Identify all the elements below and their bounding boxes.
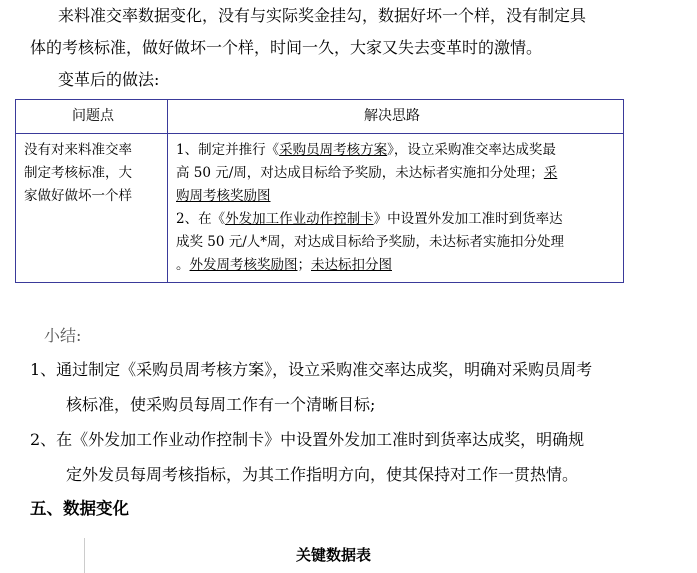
- solution-line-6: [176, 254, 392, 277]
- solution-text: 2、在《: [176, 211, 226, 227]
- change-table: [15, 99, 624, 283]
- table-title: 关键数据表: [296, 546, 372, 564]
- link-purchase-reward-chart[interactable]: 购周考核奖励图: [176, 188, 271, 204]
- solution-text: 》，设立采购准交率达成奖最: [387, 142, 556, 158]
- link-outsourcing-control-card[interactable]: 外发加工作业动作控制卡: [225, 211, 374, 227]
- summary-title: 小结:: [44, 326, 82, 345]
- solution-line-3: [176, 185, 271, 208]
- after-change-label: 变革后的做法:: [58, 70, 160, 89]
- problem-line-3: 家做好做坏一个样: [24, 188, 132, 204]
- summary-item-2-line-2: 定外发员每周考核指标，为其工作指明方向，使其保持对工作一贯热情。: [66, 465, 579, 484]
- solution-line-2: [176, 162, 557, 185]
- solution-text: 。: [176, 257, 190, 273]
- summary-item-1-line-1: 1、通过制定《采购员周考核方案》，设立采购准交率达成奖，明确对采购员周考: [30, 360, 593, 379]
- solution-line-1: [176, 139, 556, 162]
- link-penalty-chart[interactable]: 未达标扣分图: [311, 257, 392, 273]
- summary-item-2-line-1: 2、在《外发加工作业动作控制卡》中设置外发加工准时到货率达成奖，明确规: [30, 430, 585, 449]
- summary-item-1-line-2: 核标准，使采购员每周工作有一个清晰目标;: [66, 395, 376, 414]
- solution-line-4: [176, 208, 563, 231]
- link-outsourcing-reward-chart[interactable]: 外发周考核奖励图: [189, 257, 298, 273]
- solution-text: ；: [297, 257, 311, 273]
- header-problem: 问题点: [72, 108, 114, 124]
- solution-text: 1、制定并推行《: [176, 142, 280, 158]
- solution-line-5: 成奖 50 元/人*周，对达成目标给予奖励，未达标者实施扣分处理: [176, 234, 565, 250]
- link-purchaser-weekly-plan[interactable]: 采购员周考核方案: [279, 142, 388, 158]
- table-divider: [167, 100, 168, 282]
- intro-line-1: 来料准交率数据变化，没有与实际奖金挂勾，数据好坏一个样，没有制定具: [58, 6, 587, 25]
- link-purchase-reward-chart[interactable]: 采: [543, 165, 558, 181]
- header-solution: 解决思路: [364, 108, 420, 124]
- problem-line-1: 没有对来料准交率: [24, 142, 132, 158]
- solution-text: 》中设置外发加工准时到货率达: [373, 211, 563, 227]
- margin-rule: [84, 538, 85, 573]
- intro-line-2: 体的考核标准，做好做坏一个样，时间一久，大家又失去变革时的激情。: [30, 38, 543, 57]
- solution-text: 高 50 元/周，对达成目标给予奖励，未达标者实施扣分处理；: [176, 165, 544, 181]
- problem-line-2: 制定考核标准，大: [24, 165, 132, 181]
- section-heading: 五、数据变化: [30, 499, 129, 518]
